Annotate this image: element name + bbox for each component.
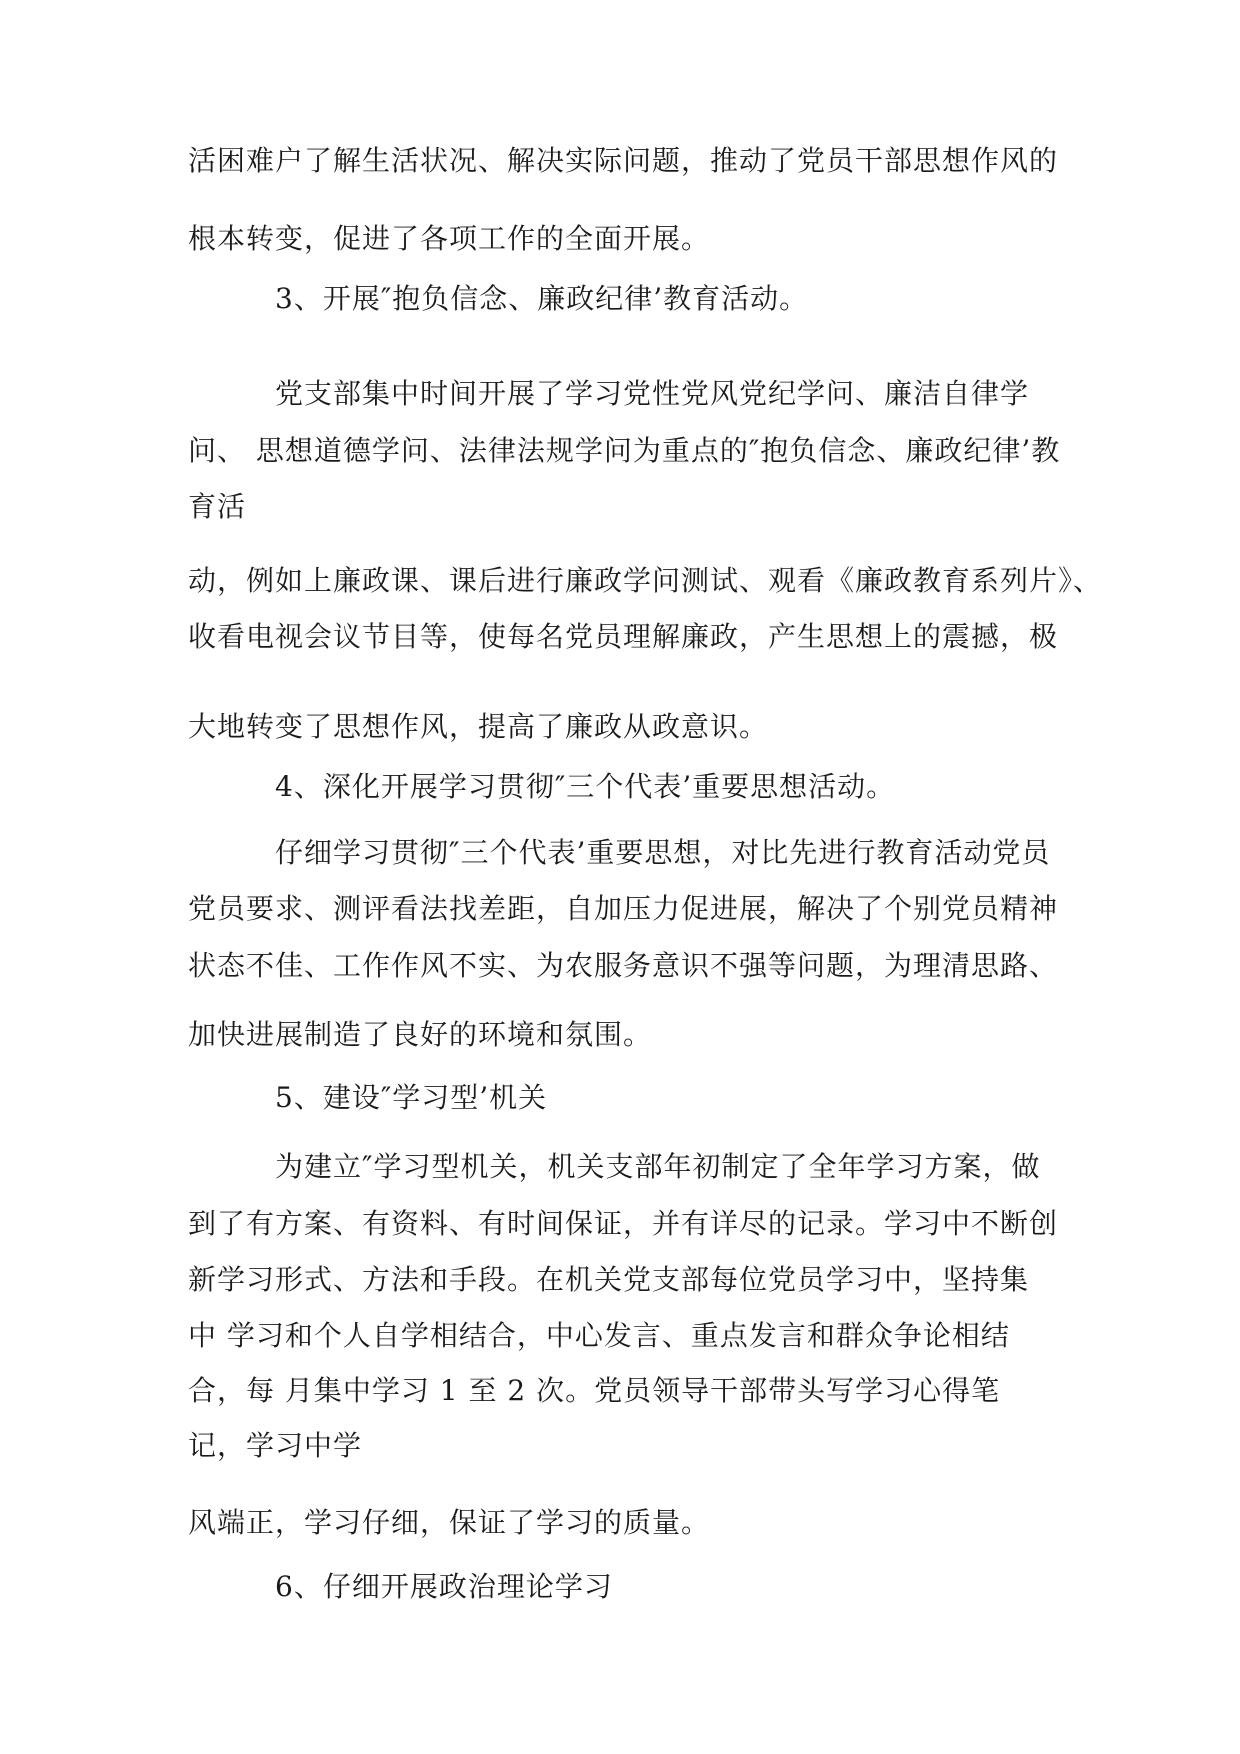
text-line: 合，每 月集中学习 1 至 2 次。党员领导干部带头写学习心得笔 (188, 1374, 1001, 1407)
text-line: 问、 思想道德学问、法律法规学问为重点的″抱负信念、廉政纪律’教 (188, 434, 1061, 467)
text-line: 仔细学习贯彻″三个代表’重要思想，对比先进行教育活动党员 (275, 836, 1051, 869)
text-line: 根本转变，促进了各项工作的全面开展。 (188, 222, 711, 255)
text-line: 风端正，学习仔细，保证了学习的质量。 (188, 1506, 711, 1539)
text-line: 记，学习中学 (188, 1429, 363, 1462)
section-heading: 3、开展″抱负信念、廉政纪律’教育活动。 (275, 282, 809, 315)
text-line: 大地转变了思想作风，提高了廉政从政意识。 (188, 710, 769, 743)
section-heading: 5、建设″学习型’机关 (275, 1081, 548, 1114)
text-line: 为建立″学习型机关，机关支部年初制定了全年学习方案，做 (275, 1150, 1041, 1183)
text-line: 到了有方案、有资料、有时间保证，并有详尽的记录。学习中不断创 (188, 1207, 1059, 1240)
text-line: 状态不佳、工作作风不实、为农服务意识不强等问题，为理清思路、 (188, 949, 1059, 982)
text-line: 党支部集中时间开展了学习党性党风党纪学问、廉洁自律学 (275, 377, 1030, 410)
section-heading: 4、深化开展学习贯彻″三个代表’重要思想活动。 (275, 770, 896, 803)
text-line: 收看电视会议节目等，使每名党员理解廉政，产生思想上的震撼，极 (188, 620, 1059, 653)
text-line: 加快进展制造了良好的环境和氛围。 (188, 1018, 653, 1051)
text-line: 党员要求、测评看法找差距，自加压力促进展，解决了个别党员精神 (188, 892, 1059, 925)
text-line: 活困难户了解生活状况、解决实际问题，推动了党员干部思想作风的 (188, 144, 1059, 177)
text-line: 动，例如上廉政课、课后进行廉政学问测试、观看《廉政教育系列片》、 (188, 564, 1103, 597)
text-line: 育活 (188, 490, 247, 523)
section-heading: 6、仔细开展政治理论学习 (275, 1570, 613, 1603)
text-line: 中 学习和个人自学相结合，中心发言、重点发言和群众争论相结 (188, 1319, 1010, 1352)
text-line: 新学习形式、方法和手段。在机关党支部每位党员学习中，坚持集 (188, 1263, 1030, 1296)
